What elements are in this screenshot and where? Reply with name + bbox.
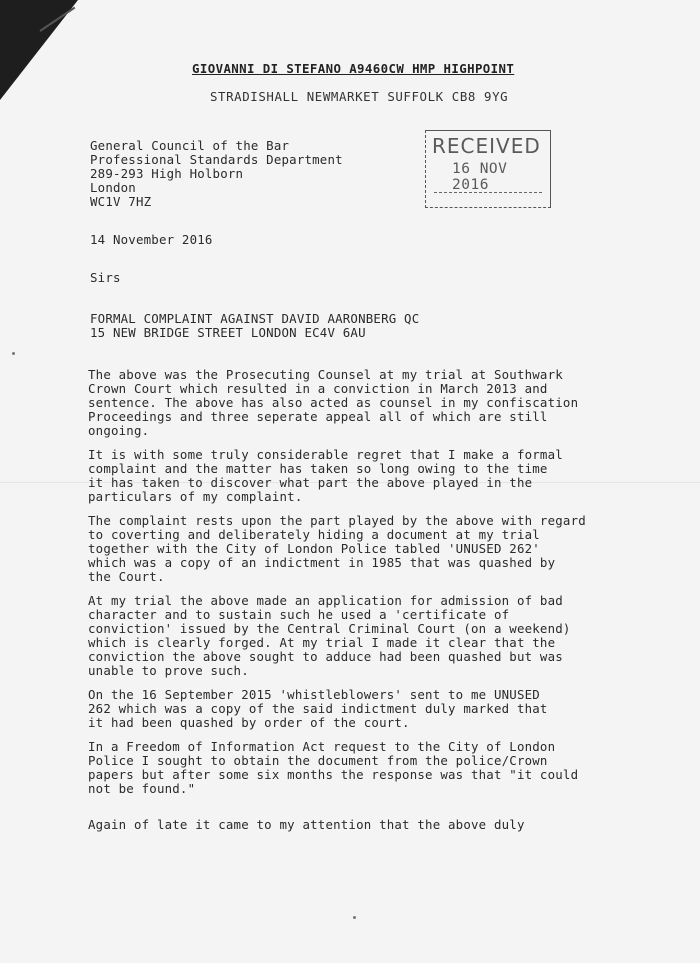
stamp-date: 16 NOV 2016 bbox=[452, 161, 508, 193]
recipient-line: 289-293 High Holborn bbox=[90, 166, 244, 181]
paragraph-line: complaint and the matter has taken so long owing to the time bbox=[88, 461, 548, 476]
paragraph-line: On the 16 September 2015 'whistleblowers' sent to me UNUSED bbox=[88, 687, 540, 702]
speck-mark bbox=[12, 352, 15, 355]
paragraph-line: conviction' issued by the Central Criminal Court (on a weekend) bbox=[88, 621, 571, 636]
paragraph-line: it had been quashed by order of the court. bbox=[88, 715, 410, 730]
paragraph-line: At my trial the above made an application for admission of bad bbox=[88, 593, 563, 608]
paragraph-line: particulars of my complaint. bbox=[88, 489, 303, 504]
folded-corner bbox=[0, 0, 78, 100]
salutation: Sirs bbox=[90, 270, 121, 285]
sender-name: GIOVANNI DI STEFANO A9460CW HMP HIGHPOINT bbox=[192, 61, 515, 76]
paragraph-line: papers but after some six months the response was that "it could bbox=[88, 767, 579, 782]
paragraph-line: In a Freedom of Information Act request to the City of London bbox=[88, 739, 556, 754]
recipient-line: General Council of the Bar bbox=[90, 138, 290, 153]
received-stamp bbox=[425, 130, 551, 208]
subject-line: 15 NEW BRIDGE STREET LONDON EC4V 6AU bbox=[90, 325, 366, 340]
paragraph-line: It is with some truly considerable regret that I make a formal bbox=[88, 447, 563, 462]
paragraph-line: ongoing. bbox=[88, 423, 150, 438]
paragraph-line: sentence. The above has also acted as counsel in my confiscation bbox=[88, 395, 579, 410]
recipient-line: London bbox=[90, 180, 136, 195]
stamp-title: RECEIVED bbox=[432, 134, 541, 158]
paragraph-line: Crown Court which resulted in a conviction in March 2013 and bbox=[88, 381, 548, 396]
paragraph-line: unable to prove such. bbox=[88, 663, 249, 678]
recipient-line: WC1V 7HZ bbox=[90, 194, 152, 209]
speck-mark bbox=[353, 916, 356, 919]
paragraph-line: Police I sought to obtain the document from the police/Crown bbox=[88, 753, 548, 768]
paragraph-line: the Court. bbox=[88, 569, 165, 584]
paragraph-line: The above was the Prosecuting Counsel at my trial at Southwark bbox=[88, 367, 563, 382]
stamp-rule bbox=[434, 192, 542, 193]
paragraph-line: which was a copy of an indictment in 1985 that was quashed by bbox=[88, 555, 556, 570]
letter-date: 14 November 2016 bbox=[90, 232, 213, 247]
paragraph-line: not be found." bbox=[88, 781, 196, 796]
paragraph-line: The complaint rests upon the part played by the above with regard bbox=[88, 513, 586, 528]
paragraph-line: Again of late it came to my attention that the above duly bbox=[88, 817, 525, 832]
subject-line: FORMAL COMPLAINT AGAINST DAVID AARONBERG QC bbox=[90, 311, 420, 326]
paragraph-line: it has taken to discover what part the above played in the bbox=[88, 475, 533, 490]
paragraph-line: together with the City of London Police tabled 'UNUSED 262' bbox=[88, 541, 540, 556]
paragraph-line: character and to sustain such he used a 'certificate of bbox=[88, 607, 510, 622]
paragraph-line: which is clearly forged. At my trial I made it clear that the bbox=[88, 635, 556, 650]
paragraph-line: conviction the above sought to adduce had been quashed but was bbox=[88, 649, 563, 664]
sender-address: STRADISHALL NEWMARKET SUFFOLK CB8 9YG bbox=[210, 89, 509, 104]
paragraph-line: 262 which was a copy of the said indictment duly marked that bbox=[88, 701, 548, 716]
paragraph-line: to coverting and deliberately hiding a document at my trial bbox=[88, 527, 540, 542]
paragraph-line: Proceedings and three seperate appeal all of which are still bbox=[88, 409, 548, 424]
recipient-line: Professional Standards Department bbox=[90, 152, 343, 167]
